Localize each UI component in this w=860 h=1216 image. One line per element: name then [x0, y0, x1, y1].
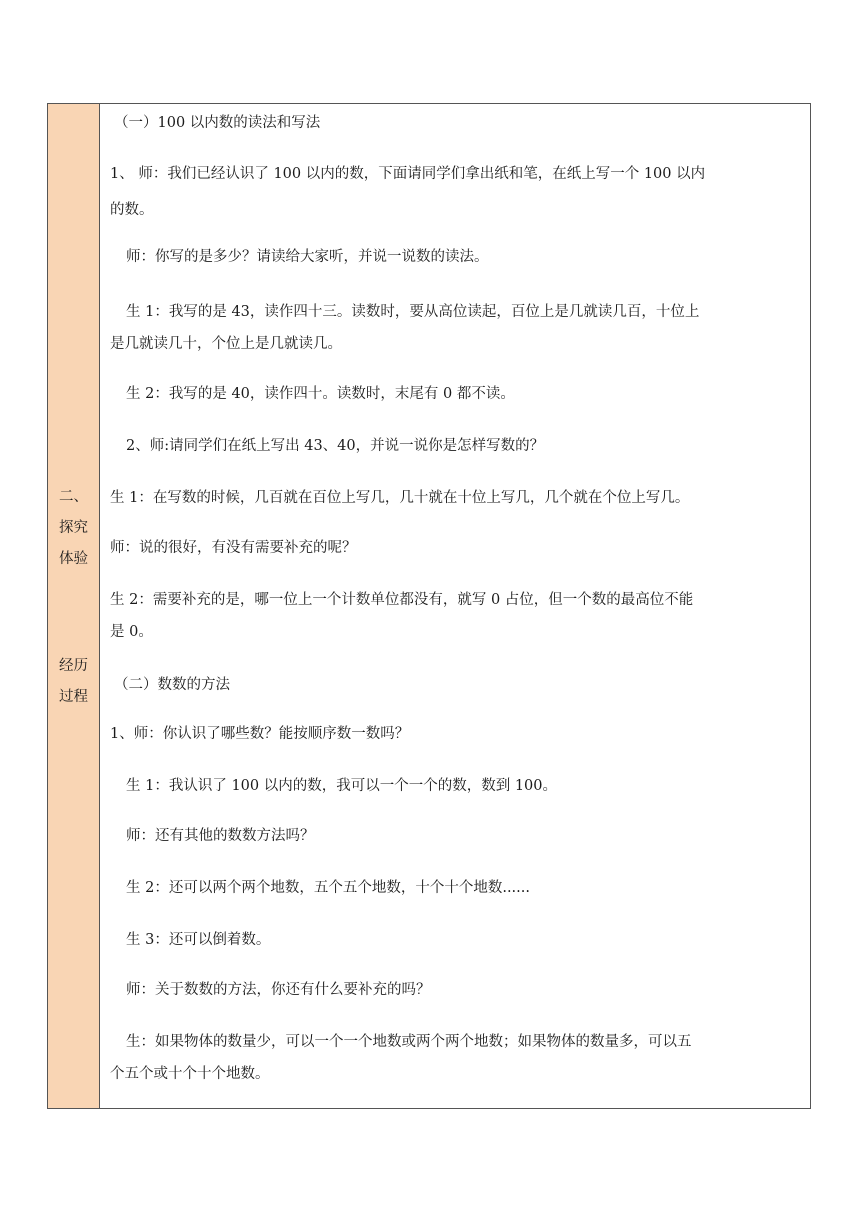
- paragraph: 1、师：你认识了哪些数？能按顺序数一数吗？: [110, 726, 410, 742]
- paragraph: 是 0。: [110, 624, 153, 640]
- paragraph: 生 3：还可以倒着数。: [126, 932, 271, 948]
- paragraph: 生 1：我写的是 43，读作四十三。读数时，要从高位读起，百位上是几就读几百，十位上: [126, 304, 700, 320]
- paragraph: 2、师:请同学们在纸上写出 43、40，并说一说你是怎样写数的？: [126, 438, 545, 454]
- stage-label-line: 经历: [59, 658, 88, 674]
- stage-column: [48, 104, 100, 1108]
- stage-label-bottom: [48, 651, 99, 713]
- paragraph: 师：你写的是多少？请读给大家听，并说一说数的读法。: [126, 249, 489, 265]
- paragraph: 生：如果物体的数量少，可以一个一个地数或两个两个地数；如果物体的数量多，可以五: [126, 1034, 692, 1050]
- paragraph: 是几就读几十，个位上是几就读几。: [110, 336, 342, 352]
- paragraph: 生 2：需要补充的是，哪一位上一个计数单位都没有，就写 0 占位，但一个数的最高位不能: [110, 592, 694, 608]
- content-column: [100, 104, 810, 1108]
- section-title: （二）数数的方法: [114, 677, 230, 693]
- paragraph: 师：说的很好，有没有需要补充的呢？: [110, 540, 357, 556]
- stage-label-line: 体验: [59, 551, 88, 567]
- paragraph: 生 2：我写的是 40，读作四十。读数时，末尾有 0 都不读。: [126, 386, 515, 402]
- stage-label-top: [48, 482, 99, 575]
- paragraph: 师：关于数数的方法，你还有什么要补充的吗？: [126, 982, 431, 998]
- stage-label-line: 二、: [59, 489, 88, 505]
- section-title: （一）100 以内数的读法和写法: [114, 115, 321, 131]
- paragraph: 生 2：还可以两个两个地数，五个五个地数，十个十个地数......: [126, 880, 530, 896]
- stage-label-line: 探究: [59, 520, 88, 536]
- lesson-table: [47, 103, 811, 1109]
- paragraph: 的数。: [110, 202, 154, 218]
- paragraph: 生 1：在写数的时候，几百就在百位上写几，几十就在十位上写几，几个就在个位上写几。: [110, 490, 690, 506]
- paragraph: 个五个或十个十个地数。: [110, 1066, 270, 1082]
- stage-label-line: 过程: [59, 689, 88, 705]
- paragraph: 师：还有其他的数数方法吗？: [126, 828, 315, 844]
- paragraph: 1、 师：我们已经认识了 100 以内的数，下面请同学们拿出纸和笔，在纸上写一个 100 以内: [110, 166, 706, 182]
- paragraph: 生 1：我认识了 100 以内的数，我可以一个一个的数，数到 100。: [126, 778, 558, 794]
